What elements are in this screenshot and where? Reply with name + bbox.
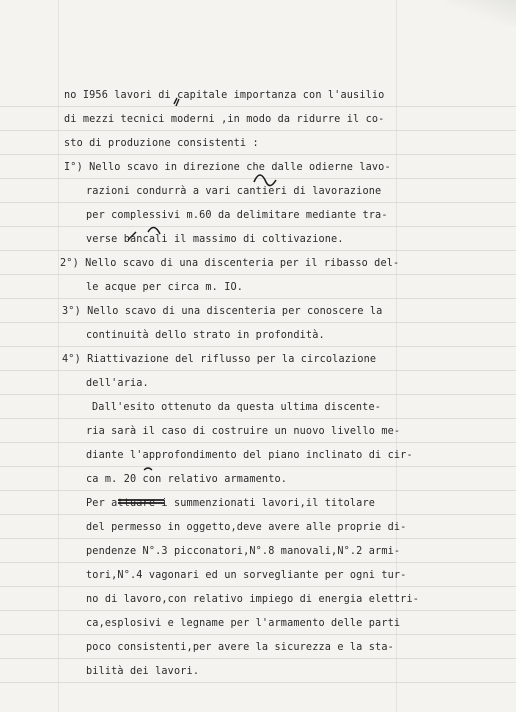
text-line: razioni condurrà a vari cantieri di lavorazione xyxy=(86,186,382,197)
text-line: I°) Nello scavo in direzione che dalle odierne lavo- xyxy=(64,162,391,173)
text-line: ca,esplosivi e legname per l'armamento delle parti xyxy=(86,618,401,629)
text-line: continuità dello strato in profondità. xyxy=(86,330,325,341)
text-line: 3°) Nello scavo di una discenteria per conoscere la xyxy=(62,306,383,317)
text-line: ria sarà il caso di costruire un nuovo livello me- xyxy=(86,426,401,437)
text-line: Dall'esito ottenuto da questa ultima discente- xyxy=(92,402,382,413)
text-line: le acque per circa m. IO. xyxy=(86,282,244,293)
text-line: di mezzi tecnici moderni ,in modo da ridurre il co- xyxy=(64,114,385,125)
text-line: no di lavoro,con relativo impiego di energia elettri- xyxy=(86,594,420,605)
text-line: verse bancali il massimo di coltivazione. xyxy=(86,234,344,245)
text-line: Per attuare i summenzionati lavori,il titolare xyxy=(86,498,376,509)
strike-mark xyxy=(118,500,164,503)
text-line: per complessivi m.60 da delimitare mediante tra- xyxy=(86,210,388,221)
ink-mark xyxy=(174,98,179,106)
ink-mark xyxy=(254,175,276,186)
text-line: sto di produzione consistenti : xyxy=(64,138,259,149)
text-line: 4°) Riattivazione del riflusso per la circolazione xyxy=(62,354,377,365)
text-line: bilità dei lavori. xyxy=(86,666,200,677)
ink-mark xyxy=(128,227,160,240)
ink-mark xyxy=(144,468,152,470)
text-line: diante l'approfondimento del piano inclinato di cir- xyxy=(86,450,413,461)
text-line: ca m. 20 con relativo armamento. xyxy=(86,474,288,485)
text-line: tori,N°.4 vagonari ed un sorvegliante per ogni tur- xyxy=(86,570,407,581)
text-line: del permesso in oggetto,deve avere alle proprie di- xyxy=(86,522,407,533)
text-line: poco consistenti,per avere la sicurezza e la sta- xyxy=(86,642,394,653)
text-line: 2°) Nello scavo di una discenteria per il ribasso del- xyxy=(60,258,400,269)
text-line: pendenze N°.3 picconatori,N°.8 manovali,N°.2 armi- xyxy=(86,546,401,557)
text-line: dell'aria. xyxy=(86,378,149,389)
text-line: no I956 lavori di capitale importanza con l'ausilio xyxy=(64,90,385,101)
